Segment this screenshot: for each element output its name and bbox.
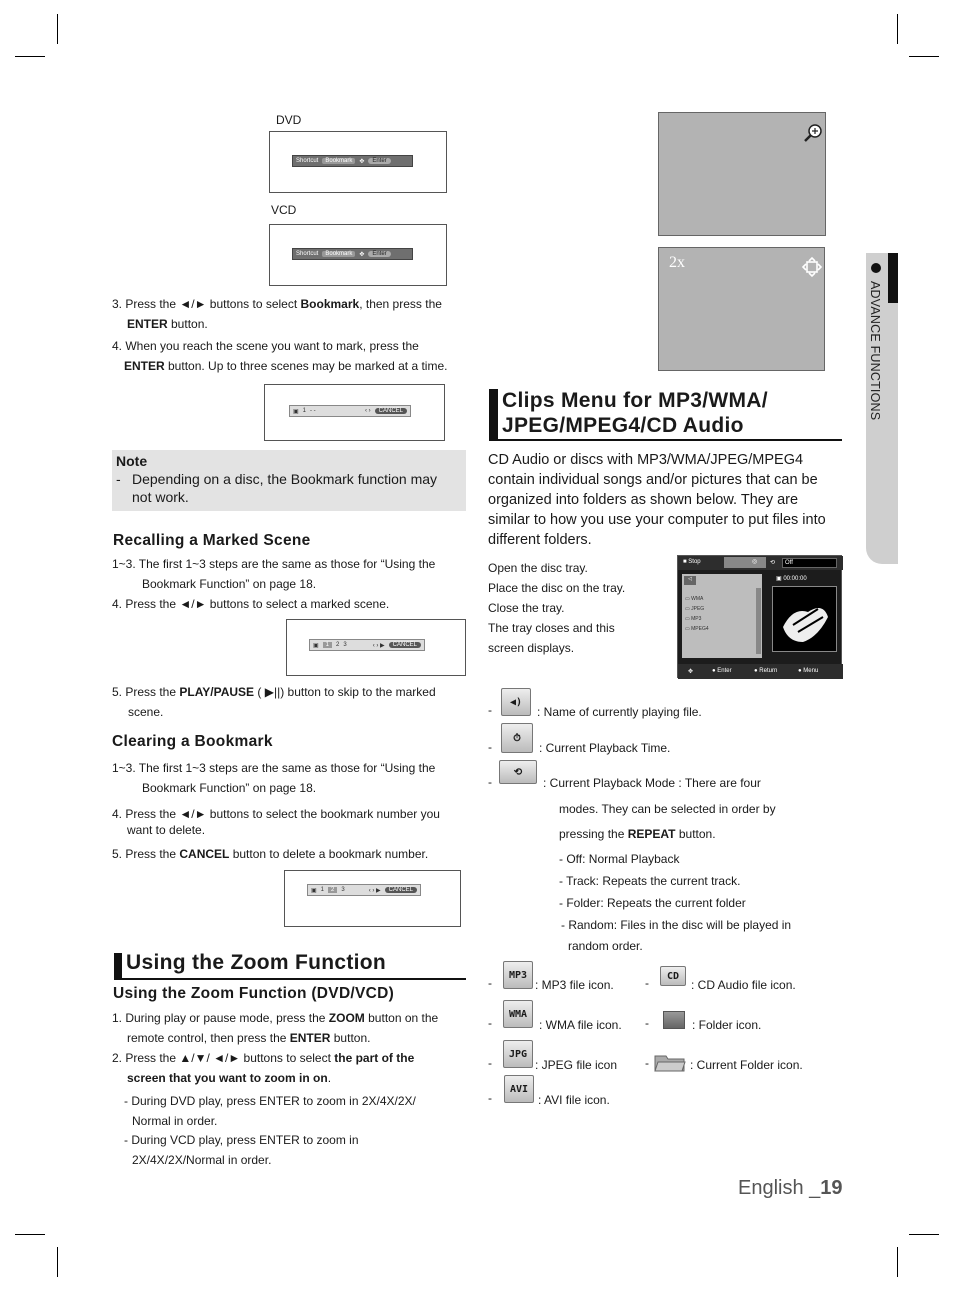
mode-random: - Random: Files in the disc will be played in (561, 918, 792, 932)
move-arrows-icon (801, 256, 823, 278)
zoom-subheading: Using the Zoom Function (DVD/VCD) (113, 985, 395, 1002)
clips-heading: Clips Menu for MP3/WMA/ JPEG/MPEG4/CD Audio (502, 389, 768, 437)
zoom-screen-2 (658, 247, 825, 371)
bookmark-icon: ▣ (293, 408, 299, 415)
zoom-step-2: 2. Press the ▲/▼/ ◄/► buttons to select the part of the screen that you want to zoom in on. (112, 1051, 415, 1085)
crop-mark (57, 1247, 58, 1277)
bookmark-osd-bar: ▣ 1 2 3 ‹ › ▶ CANCEL (307, 884, 421, 896)
mode-off: - Off: Normal Playback (559, 852, 680, 866)
recall-step-1: 1~3. The first 1~3 steps are the same as those for “Using the Bookmark Function” on page 18. (112, 557, 436, 591)
note-text: Depending on a disc, the Bookmark function may not work. (132, 471, 438, 505)
desc-avi: : AVI file icon. (538, 1093, 610, 1107)
zoom-screen-1 (658, 112, 826, 236)
crop-mark (57, 14, 58, 44)
folder-icon (663, 1011, 685, 1029)
clips-intro: CD Audio or discs with MP3/WMA/JPEG/MPEG4 contain individual songs and/or pictures that can be organized into folders as shown below. They are similar to how you use your computer to put files into different folders. (488, 452, 826, 548)
bookmark-label: Bookmark (322, 251, 355, 257)
zoom-dvd-note: - During DVD play, press ENTER to zoom in 2X/4X/2X/ Normal in order. (124, 1094, 416, 1128)
page-number: 19 (820, 1177, 843, 1199)
note-title: Note (116, 453, 148, 469)
bookmark-label: Bookmark (322, 158, 355, 164)
dvd-label: DVD (276, 113, 302, 127)
menu-bottom-bar: ✥ ● Enter ● Return ● Menu (678, 664, 843, 679)
crop-mark (15, 1234, 45, 1235)
disc-icon: ◎ (752, 559, 758, 565)
step-3: 3. Press the ◄/► buttons to select Bookmark, then press the ENTER button. (112, 297, 442, 331)
mp3-file-icon: MP3 (503, 961, 533, 989)
clear-step-1: 1~3. The first 1~3 steps are the same as those for “Using the Bookmark Function” on page 18. (112, 761, 436, 795)
zoom-level-label: 2x (669, 254, 685, 271)
repeat-icon: ⟲ (499, 760, 537, 784)
note-box: Note - Depending on a disc, the Bookmark function may not work. (112, 450, 466, 511)
footer-language: English _ (738, 1177, 821, 1199)
bookmark-osd-bar (292, 155, 413, 167)
zoom-vcd-note: - During VCD play, press ENTER to zoom in 2X/4X/2X/Normal in order. (124, 1133, 359, 1167)
clear-screen (284, 870, 461, 927)
time-readout: ▣ 00:00:00 (776, 576, 807, 582)
desc-file-name: : Name of currently playing file. (537, 705, 702, 719)
enter-pill: Enter (368, 158, 390, 164)
recall-step-5: 5. Press the PLAY/PAUSE ( ▶||) button to skip to the marked scene. (112, 685, 436, 719)
bullet-icon (871, 263, 881, 273)
heading-bar (489, 389, 498, 439)
zoom-heading: Using the Zoom Function (126, 951, 387, 974)
vcd-label: VCD (271, 203, 297, 217)
page-footer (738, 1177, 843, 1200)
desc-wma: : WMA file icon. (539, 1018, 622, 1032)
side-tab-label: ADVANCE FUNCTIONS (868, 281, 882, 421)
heading-bar (114, 953, 122, 978)
bookmark-osd-bar: ▣ 1 2 3 ‹ › ▶ CANCEL (309, 639, 425, 651)
clear-step-4: 4. Press the ◄/► buttons to select the bookmark number you want to delete. (112, 807, 440, 837)
recall-heading: Recalling a Marked Scene (113, 532, 311, 549)
menu-top-bar (678, 556, 843, 570)
step-4: 4. When you reach the scene you want to mark, press the ENTER button. Up to three scenes may be marked at a time. (112, 339, 448, 373)
bookmark-osd-bar: ▣ 1 - - ‹ › CANCEL (289, 405, 411, 417)
arrows-icon: ‹ › (364, 408, 371, 414)
crop-mark (15, 56, 45, 57)
list-scrollbar (756, 588, 761, 654)
heading-rule (489, 439, 842, 441)
bookmark-osd-bar (292, 248, 413, 260)
vcd-bookmark-screen (269, 224, 447, 286)
magnify-icon (803, 123, 823, 143)
arrows-icon: ✥ (359, 251, 365, 258)
bookmark-set-screen (264, 384, 445, 441)
side-tab-marker (888, 253, 898, 303)
file-list: ◁ ▭ WMA ▭ JPEG ▭ MP3 ▭ MPEG4 (682, 574, 762, 658)
current-folder-icon (654, 1052, 686, 1072)
jpeg-file-icon: JPG (503, 1040, 533, 1068)
heading-rule (114, 978, 466, 980)
desc-folder: : Folder icon. (692, 1018, 762, 1032)
crop-mark (909, 1234, 939, 1235)
crop-mark (897, 14, 898, 44)
clear-heading: Clearing a Bookmark (112, 733, 273, 750)
cancel-pill: CANCEL (375, 408, 407, 414)
shortcut-label: Shortcut (296, 251, 319, 257)
recall-step-4: 4. Press the ◄/► buttons to select a marked scene. (112, 597, 390, 611)
desc-current-folder: : Current Folder icon. (690, 1058, 803, 1072)
crop-mark (909, 56, 939, 57)
shortcut-label: Shortcut (296, 158, 319, 164)
recall-screen (286, 619, 466, 676)
zoom-step-1: 1. During play or pause mode, press the ZOOM button on the remote control, then press the ENTER button. (112, 1011, 439, 1045)
stop-label: ■ Stop (683, 559, 701, 565)
clips-menu-screen (677, 555, 842, 678)
arrows-icon: ✥ (359, 158, 365, 165)
clock-icon: ⏱ (501, 723, 533, 753)
repeat-mode: Off (782, 558, 837, 568)
desc-mp3: : MP3 file icon. (535, 978, 614, 992)
enter-pill: Enter (368, 251, 390, 257)
avi-file-icon: AVI (504, 1075, 534, 1103)
repeat-icon: ⟲ (770, 560, 776, 566)
desc-cd: : CD Audio file icon. (691, 978, 796, 992)
cd-file-icon: CD (660, 966, 686, 986)
dvd-bookmark-screen (269, 131, 447, 193)
desc-playback-time: : Current Playback Time. (539, 741, 671, 755)
preview-image (772, 586, 837, 652)
speaker-icon: ◀) (501, 688, 531, 716)
side-tab (866, 253, 898, 564)
wma-file-icon: WMA (503, 1000, 533, 1028)
desc-playback-mode: : Current Playback Mode : There are four (543, 776, 761, 790)
mode-track: - Track: Repeats the current track. (559, 874, 741, 888)
mode-folder: - Folder: Repeats the current folder (559, 896, 746, 910)
open-tray-instructions: Open the disc tray. Place the disc on the tray. Close the tray. The tray closes and this screen displays. (488, 561, 626, 655)
desc-jpeg: : JPEG file icon (535, 1058, 618, 1072)
crop-mark (897, 1247, 898, 1277)
clear-step-5: 5. Press the CANCEL button to delete a bookmark number. (112, 847, 429, 861)
